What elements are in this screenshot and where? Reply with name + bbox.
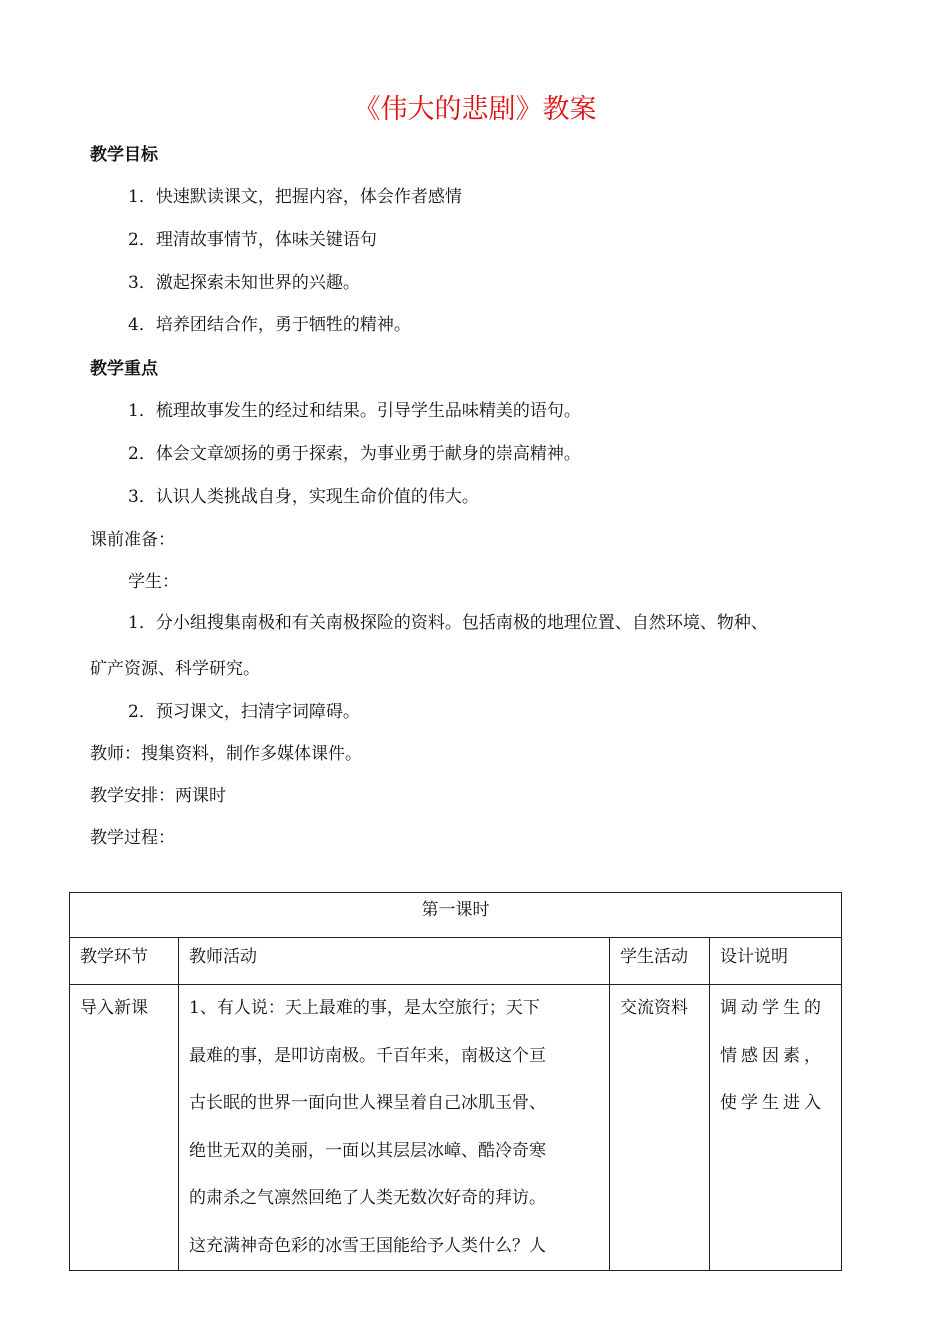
page-title: 《伟大的悲剧》教案: [353, 94, 597, 125]
focus-heading: 教学重点: [90, 359, 158, 379]
student-activity-text: 交流资料: [620, 998, 688, 1018]
schedule-text: 教学安排：两课时: [90, 786, 226, 806]
prep-teacher: 教师：搜集资料，制作多媒体课件。: [90, 744, 362, 764]
prep-student-label: 学生：: [128, 572, 179, 592]
goal-item: 4．培养团结合作，勇于牺牲的精神。: [128, 315, 411, 335]
focus-item: 1．梳理故事发生的经过和结果。引导学生品味精美的语句。: [128, 401, 581, 421]
teacher-line: 古长眠的世界一面向世人裸呈着自己冰肌玉骨、: [189, 1093, 546, 1113]
goal-item: 3．激起探索未知世界的兴趣。: [128, 273, 360, 293]
student-activity-cell: [610, 985, 710, 1271]
table-row: [70, 985, 842, 1271]
design-line: 调动学生的: [720, 998, 825, 1018]
prep-student-item: 2．预习课文，扫清字词障碍。: [128, 702, 360, 722]
teacher-line: 最难的事，是叩访南极。千百年来，南极这个亘: [189, 1045, 546, 1066]
goal-item: 2．理清故事情节，体味关键语句: [128, 230, 377, 250]
focus-item: 3．认识人类挑战自身，实现生命价值的伟大。: [128, 487, 479, 507]
focus-item: 2．体会文章颂扬的勇于探索，为事业勇于献身的崇高精神。: [128, 444, 581, 464]
goal-item: 1．快速默读课文，把握内容，体会作者感情: [128, 187, 462, 207]
process-heading: 教学过程：: [90, 828, 175, 848]
design-notes-cell: [710, 985, 842, 1271]
prep-student-item-continued: 矿产资源、科学研究。: [90, 659, 260, 679]
table-header-row: [70, 938, 842, 985]
goals-heading: 教学目标: [90, 145, 158, 165]
header-student-activity: 学生活动: [610, 938, 710, 985]
teacher-line: 的肃杀之气凛然回绝了人类无数次好奇的拜访。: [189, 1188, 546, 1208]
stage-text: 导入新课: [80, 998, 148, 1018]
header-teacher-activity: 教师活动: [179, 938, 610, 985]
design-line: 使学生进入: [720, 1093, 825, 1113]
prep-student-item: 1．分小组搜集南极和有关南极探险的资料。包括南极的地理位置、自然环境、物种、: [128, 613, 768, 633]
teacher-line: 1、有人说：天上最难的事，是太空旅行；天下: [189, 998, 540, 1018]
prep-heading: 课前准备：: [90, 530, 175, 550]
teacher-line: 绝世无双的美丽，一面以其层层冰嶂、酷冷奇寒: [189, 1140, 546, 1161]
session-row: [70, 893, 842, 938]
header-design-notes: 设计说明: [710, 938, 842, 985]
session-title: 第一课时: [70, 893, 842, 938]
header-stage: 教学环节: [70, 938, 179, 985]
teacher-line: 这充满神奇色彩的冰雪王国能给予人类什么？人: [189, 1235, 546, 1256]
design-line: 情感因素，: [720, 1045, 825, 1066]
teacher-activity-cell: [179, 985, 610, 1271]
lesson-plan-table: [69, 892, 842, 1271]
stage-cell: [70, 985, 179, 1271]
